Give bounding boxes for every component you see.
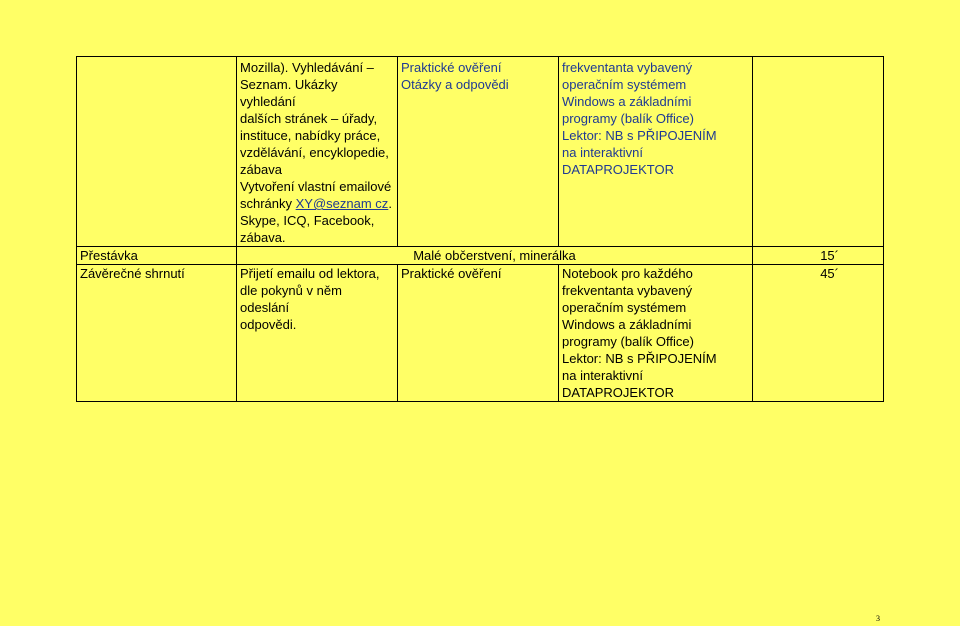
content-line: odpovědi.	[240, 317, 297, 332]
break-label: Přestávka	[77, 247, 237, 265]
equipment-line: Lektor: NB s PŘIPOJENÍM	[562, 128, 717, 143]
content-line: Vytvoření vlastní emailové	[240, 179, 392, 194]
content-line: vzdělávání, encyklopedie,	[240, 145, 389, 160]
equipment-line: programy (balík Office)	[562, 334, 694, 349]
table-row	[77, 265, 884, 402]
topic-cell	[77, 57, 237, 247]
page-number: 3	[876, 614, 880, 623]
equipment-line: frekventanta vybavený	[562, 60, 693, 75]
summary-content	[237, 265, 398, 402]
content-line: Mozilla). Vyhledávání –	[240, 60, 374, 75]
equipment-line: Windows a základními	[562, 317, 692, 332]
method-line: Otázky a odpovědi	[401, 77, 509, 92]
equipment-line: Notebook pro každého	[562, 266, 693, 281]
content-line: instituce, nabídky práce,	[240, 128, 381, 143]
time-cell	[753, 57, 884, 247]
summary-label: Závěrečné shrnutí	[77, 265, 237, 402]
equipment-line: DATAPROJEKTOR	[562, 385, 674, 400]
content-text: schránky	[240, 196, 296, 211]
content-line: Skype, ICQ, Facebook,	[240, 213, 375, 228]
equipment-cell	[559, 57, 753, 247]
equipment-line: Windows a základními	[562, 94, 692, 109]
table-row	[77, 57, 884, 247]
equipment-line: DATAPROJEKTOR	[562, 162, 674, 177]
method-line: Praktické ověření	[401, 60, 502, 75]
content-cell	[237, 57, 398, 247]
content-line: zábava	[240, 162, 282, 177]
equipment-line: frekventanta vybavený	[562, 283, 693, 298]
content-line: Seznam. Ukázky vyhledání	[240, 77, 338, 109]
equipment-line: Lektor: NB s PŘIPOJENÍM	[562, 351, 717, 366]
content-line: dalších stránek – úřady,	[240, 111, 378, 126]
table-row	[77, 247, 884, 265]
schedule-table	[76, 56, 884, 402]
equipment-line: operačním systémem	[562, 77, 687, 92]
summary-minutes: 45´	[753, 265, 884, 402]
summary-method: Praktické ověření	[398, 265, 559, 402]
equipment-line: na interaktivní	[562, 368, 643, 383]
method-cell	[398, 57, 559, 247]
content-line: Přijetí emailu od lektora,	[240, 266, 380, 281]
equipment-line: na interaktivní	[562, 145, 643, 160]
equipment-line: operačním systémem	[562, 300, 687, 315]
equipment-line: programy (balík Office)	[562, 111, 694, 126]
content-text: .	[388, 196, 392, 211]
content-line: zábava.	[240, 230, 286, 245]
email-link[interactable]: XY@seznam cz	[295, 196, 389, 211]
content-line	[240, 195, 394, 212]
break-minutes: 15´	[753, 247, 884, 265]
break-content: Malé občerstvení, minerálka	[237, 247, 753, 265]
content-line: dle pokynů v něm odeslání	[240, 283, 342, 315]
summary-equipment	[559, 265, 753, 402]
